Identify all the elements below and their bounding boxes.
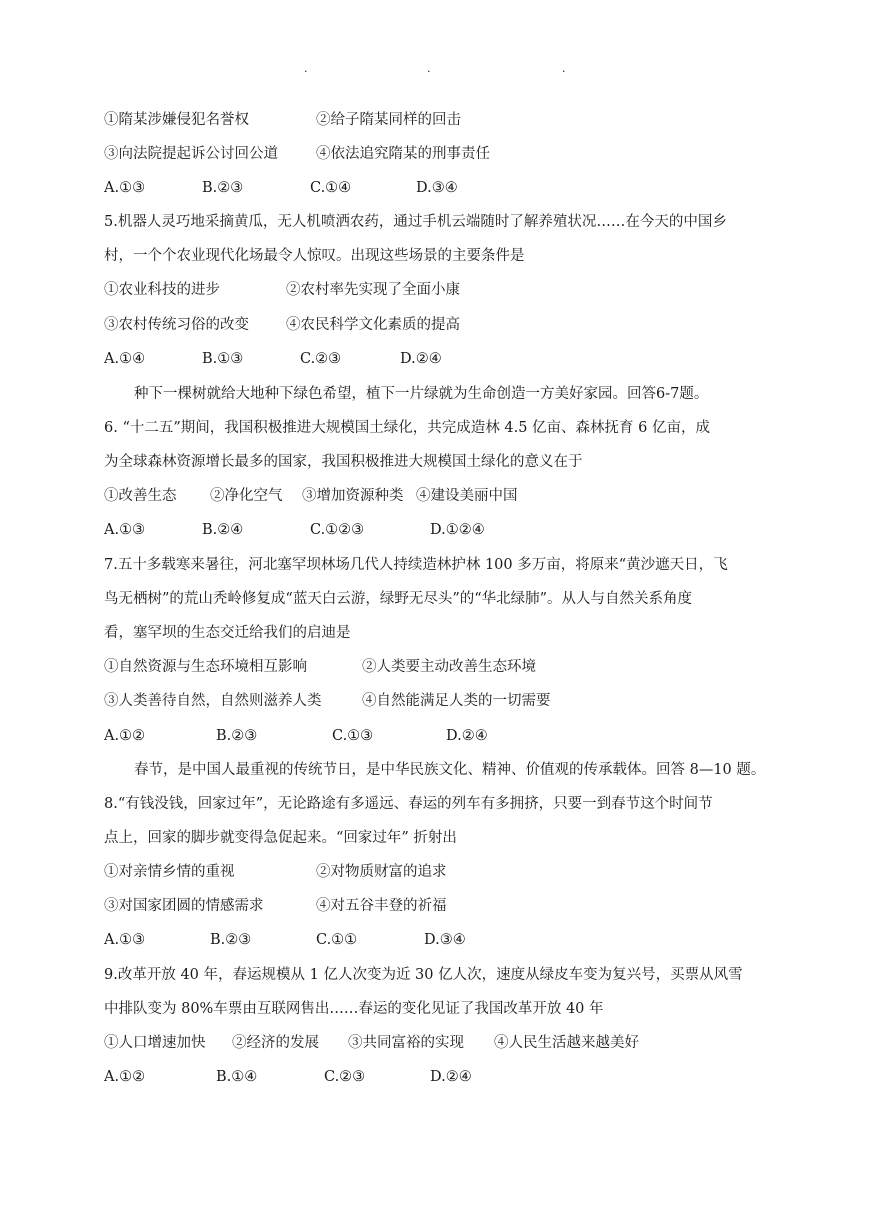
answer-b: B.②③	[216, 728, 258, 744]
choice-1: ①对亲情乡情的重视	[104, 864, 235, 880]
answer-c: C.②③	[324, 1069, 366, 1085]
answer-a: A.①②	[104, 1069, 146, 1085]
answer-b: B.①③	[202, 351, 244, 367]
answer-a: A.①③	[104, 180, 146, 196]
answer-b: B.②④	[202, 522, 244, 538]
question-stem: 9.改革开放 40 年，春运规模从 1 亿人次变为近 30 亿人次，速度从绿皮车变为复兴号，买票从风雪	[104, 967, 743, 983]
choice-2: ②给子隋某同样的回击	[316, 112, 461, 128]
choice-1: ①隋某涉嫌侵犯名誉权	[104, 112, 249, 128]
choice-3: ③增加资源种类	[302, 488, 404, 504]
answer-a: A.①④	[104, 351, 146, 367]
question-stem: 7.五十多载寒来暑往，河北塞罕坝林场几代人持续造林护林 100 多万亩，将原来“黄沙遮天日，飞	[104, 557, 728, 573]
answer-c: C.①③	[332, 728, 374, 744]
answer-d: D.③④	[416, 180, 458, 196]
choice-2: ②净化空气	[210, 488, 283, 504]
choice-4: ④建设美丽中国	[416, 488, 518, 504]
section-intro: 春节，是中国人最重视的传统节日，是中华民族文化、精神、价值观的传承载体。回答 8—10 题。	[134, 762, 766, 778]
answer-d: D.①②④	[430, 522, 485, 538]
choice-3: ③农村传统习俗的改变	[104, 317, 249, 333]
answer-d: D.②④	[446, 728, 488, 744]
choice-2: ②经济的发展	[232, 1035, 319, 1051]
question-stem: 看，塞罕坝的生态交迁给我们的启迪是	[104, 625, 351, 641]
question-stem: 为全球森林资源增长最多的国家，我国积极推进大规模国土绿化的意义在于	[104, 454, 583, 470]
question-stem: 5.机器人灵巧地采摘黄瓜，无人机喷洒农药，通过手机云端随时了解养殖状况……在今天的中国乡	[104, 214, 727, 230]
choice-4: ④自然能满足人类的一切需要	[362, 693, 551, 709]
answer-c: C.②③	[300, 351, 342, 367]
question-stem: 点上，回家的脚步就变得急促起来。“回家过年” 折射出	[104, 830, 457, 846]
choice-4: ④人民生活越来越美好	[494, 1035, 639, 1051]
answer-d: D.②④	[400, 351, 442, 367]
answer-c: C.①①	[316, 932, 358, 948]
answer-b: B.②③	[202, 180, 244, 196]
question-stem: 8.“有钱没钱，回家过年”，无论路途有多遥远、春运的列车有多拥挤，只要一到春节这个时间节	[104, 796, 713, 812]
answer-c: C.①②③	[310, 522, 365, 538]
choice-2: ②对物质财富的追求	[316, 864, 447, 880]
choice-1: ①农业科技的进步	[104, 282, 220, 298]
choice-4: ④对五谷丰登的祈福	[316, 898, 447, 914]
choice-1: ①自然资源与生态环境相互影响	[104, 659, 307, 675]
answer-b: B.①④	[216, 1069, 258, 1085]
section-intro: 种下一棵树就给大地种下绿色希望，植下一片绿就为生命创造一方美好家园。回答6-7题。	[134, 386, 709, 402]
answer-c: C.①④	[310, 180, 352, 196]
question-stem: 鸟无栖树”的荒山秃岭修复成“蓝天白云游，绿野无尽头”的“华北绿肺”。从人与自然关系角度	[104, 591, 693, 607]
choice-2: ②人类要主动改善生态环境	[362, 659, 536, 675]
header-dot: .	[562, 62, 566, 75]
choice-4: ④依法追究隋某的刑事责任	[316, 146, 490, 162]
choice-3: ③人类善待自然，自然则滋养人类	[104, 693, 322, 709]
question-stem: 中排队变为 80%车票由互联网售出……春运的变化见证了我国改革开放 40 年	[104, 1001, 604, 1017]
choice-3: ③共同富裕的实现	[348, 1035, 464, 1051]
answer-d: D.③④	[424, 932, 466, 948]
question-stem: 村，一个个农业现代化场最令人惊叹。出现这些场景的主要条件是	[104, 248, 525, 264]
choice-1: ①改善生态	[104, 488, 177, 504]
choice-3: ③向法院提起诉公讨回公道	[104, 146, 278, 162]
header-dots	[0, 62, 869, 76]
choice-1: ①人口增速加快	[104, 1035, 206, 1051]
question-stem: 6. “十二五”期间，我国积极推进大规模国土绿化，共完成造林 4.5 亿亩、森林抚育 6 亿亩，成	[104, 420, 710, 436]
choice-3: ③对国家团圆的情感需求	[104, 898, 264, 914]
header-dot: .	[304, 62, 308, 75]
choice-4: ④农民科学文化素质的提高	[286, 317, 460, 333]
answer-d: D.②④	[430, 1069, 472, 1085]
answer-a: A.①③	[104, 932, 146, 948]
answer-a: A.①③	[104, 522, 146, 538]
choice-2: ②农村率先实现了全面小康	[286, 282, 460, 298]
header-dot: .	[427, 62, 431, 75]
answer-b: B.②③	[210, 932, 252, 948]
answer-a: A.①②	[104, 728, 146, 744]
